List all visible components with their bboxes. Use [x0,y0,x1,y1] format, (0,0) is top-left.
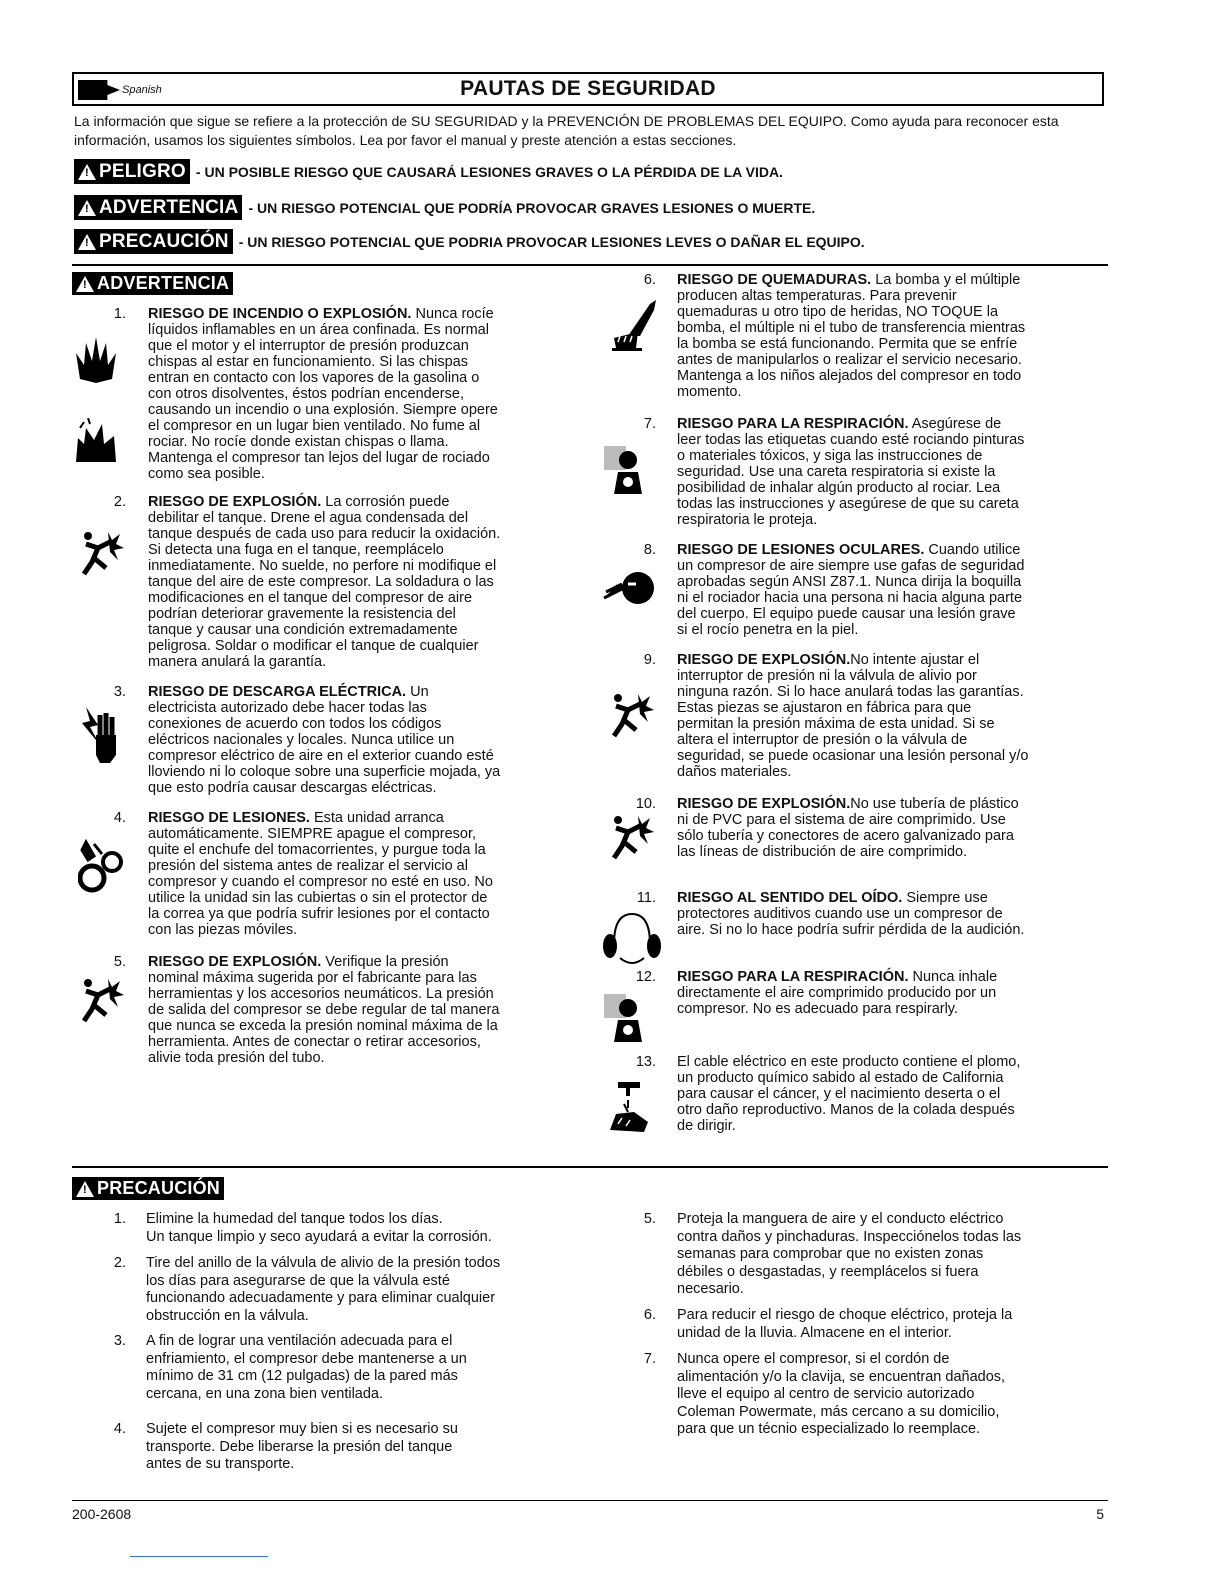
warning-item-line: entran en contacto con los vapores de la gasolina o [148,370,480,386]
warning-item-line: RIESGO AL SENTIDO DEL OÍDO. Siempre use [677,890,988,906]
hazard-title: RIESGO PARA LA RESPIRACIÓN. [677,416,909,432]
warning-item-line: posibilidad de inhalar algún producto al rociar. Lea [677,480,1001,496]
warning-item-number: 7. [643,416,656,432]
electric-shock-icon [76,705,120,765]
caution-section-badge: ! PRECAUCIÓN [72,1177,224,1200]
warning-triangle-icon [76,1181,94,1197]
warning-item-line: como sea posible. [148,466,265,482]
warning-item-line: antes de manipularlos o realizar el servicio necesario. [677,352,1022,368]
warning-item-line: todas las instrucciones y asegúrese de que su careta [677,496,1019,512]
hazard-title: RIESGO PARA LA RESPIRACIÓN. [677,969,909,985]
hazard-title: RIESGO AL SENTIDO DEL OÍDO. [677,890,903,906]
respirator-icon [604,446,654,498]
warning-item-line: la bomba se está funcionando. Permita que se enfríe [677,336,1018,352]
warning-item-line: si el rocío penetra en la piel. [677,622,859,638]
caution-item-line: Un tanque limpio y seco ayudará a evitar la corrosión. [146,1228,492,1245]
page-title: PAUTAS DE SEGURIDAD [460,77,716,100]
warning-item-line: protectores auditivos cuando use un compresor de [677,906,1003,922]
warning-item-line: Mantenga a los niños alejados del compresor en todo [677,368,1022,384]
warning-triangle-icon [76,276,94,292]
warning-item-line: respiratoria le proteja. [677,512,818,528]
warning-item-line: quite el enchufe del tomacorrientes, y purgue toda la [148,842,486,858]
warning-item-line: ni de PVC para el sistema de aire comprimido. Use [677,812,1006,828]
warning-triangle-icon [78,200,96,216]
warning-item-line: Si detecta una fuga en el tanque, reemplácelo [148,542,444,558]
warning-item-line: sólo tubería y conectores de acero galvanizado para [677,828,1014,844]
warning-item-number: 10. [635,796,656,812]
caution-item-number: 7. [643,1351,656,1367]
warning-item-line: ni el rociador hacia una persona ni hacia alguna parte [677,590,1023,606]
language-label: Spanish [122,84,162,96]
warning-item-line: RIESGO DE QUEMADURAS. La bomba y el múltiple [677,272,1021,288]
hazard-title: RIESGO DE INCENDIO O EXPLOSIÓN. [148,306,412,322]
warning-item-number: 4. [113,810,126,826]
hearing-protection-icon [600,910,664,968]
explosion-person-icon [78,975,124,1027]
caution-item-line: Nunca opere el compresor, si el cordón de [677,1351,950,1367]
warning-item-line: electricista autorizado debe hacer todas las [148,700,427,716]
warning-item-line: herramienta. Antes de conectar o retirar accesorios, [148,1034,481,1050]
fire-hazard-icon [74,335,118,385]
warning-item-line: compresor. No es adecuado para respirarly. [677,1001,959,1017]
warning-item-line: que el motor y el interruptor de presión produzcan [148,338,469,354]
caution-item-line: necesario. [677,1281,744,1297]
caution-item-number: 3. [113,1333,126,1349]
warning-item-line: RIESGO DE DESCARGA ELÉCTRICA. Un [148,684,429,700]
divider [72,1166,1108,1168]
caution-item-number: 2. [113,1255,126,1271]
caution-item-line: contra daños y pinchaduras. Inspecciónelos todas las [677,1228,1022,1245]
warning-item-line: momento. [677,384,742,400]
caution-signal-badge: ! PRECAUCIÓN [74,229,233,254]
warning-item-line: seguridad, se puede ocasionar una lesión personal y/o [677,748,1029,764]
section-header [72,72,1104,106]
warning-item-line: RIESGO DE EXPLOSIÓN. La corrosión puede [148,494,450,510]
warning-item-line: quemaduras u otro tipo de heridas, NO TOQUE la [677,304,999,320]
warning-triangle-icon [78,164,96,180]
moving-parts-icon [78,838,124,894]
caution-item-line: antes de su transporte. [146,1456,295,1472]
warning-item-line: tanque del aire de este compresor. La soldadura o las [148,574,494,590]
warning-item-line: daños materiales. [677,764,792,780]
warning-item-line: modificaciones en el tanque del compresor de aire [148,590,473,606]
warning-item-number: 1. [113,306,126,322]
caution-item-line: para que un técnio especializado lo reemplace. [677,1421,981,1437]
divider [72,264,1108,266]
caution-item-line: Para reducir el riesgo de choque eléctrico, proteja la [677,1307,1013,1323]
warning-item-line: la correa ya que podría sufrir lesiones por el contacto [148,906,490,922]
warning-item-line: utilice la unidad sin las cubiertas o sin el protector de [148,890,488,906]
warning-item-line: ninguna razón. Si lo hace anulará todas las garantías. [677,684,1024,700]
caution-item-line: Sujete el compresor muy bien si es necesario su [146,1421,458,1437]
warning-item-line: RIESGO PARA LA RESPIRACIÓN. Nunca inhale [677,969,998,985]
warning-item-line: permitan la presión máxima de esta unidad. Si se [677,716,995,732]
warning-item-line: que nunca se exceda la presión nominal máxima de la [148,1018,498,1034]
warning-item-number: 11. [636,890,656,906]
signal-row-caution [74,229,865,254]
warning-item-line: inmediatamente. No suelde, no perfore ni modifique el [148,558,497,574]
caution-item-line: cercana, en una zona bien ventilada. [146,1385,384,1402]
caution-item-line: semanas para comprobar que no existen zonas [677,1246,984,1262]
warning-item-line: el compresor en un lugar bien ventilado. No fume al [148,418,481,434]
warning-item-line: RIESGO DE EXPLOSIÓN.No intente ajustar el [677,652,980,668]
warning-item-line: RIESGO DE LESIONES. Esta unidad arranca [148,810,444,826]
warning-section-header [72,272,239,295]
explosion-person-icon [608,690,654,742]
warning-item-line: o materiales tóxicos, y siga las instrucciones de [677,448,983,464]
warning-item-line: compresor y cuando el compresor no esté en uso. No [148,874,493,890]
warning-item-line: alivie toda presión del tubo. [148,1050,325,1066]
warning-item-line: lloviendo ni lo coloque sobre una superficie mojada, ya [148,764,501,780]
caution-item-line: débiles o desgastadas, y reemplácelos si fuera [677,1263,979,1280]
warning-item-number: 9. [643,652,656,668]
caution-item-line: los días para asegurarse de que la válvula esté [146,1272,450,1289]
warning-item-line: RIESGO DE LESIONES OCULARES. Cuando utilice [677,542,1021,558]
caution-item-number: 6. [643,1307,656,1323]
footer-rule [72,1500,1108,1501]
warning-item-line: compresor eléctrico de aire en el exterior cuando esté [148,748,494,764]
signal-definition: - UN POSIBLE RIESGO QUE CAUSARÁ LESIONES GRAVES O LA PÉRDIDA DE LA VIDA. [195,163,783,180]
explosion-hazard-icon [74,418,118,464]
warning-item-number: 13. [635,1054,656,1070]
hazard-title: RIESGO DE EXPLOSIÓN. [148,954,322,970]
danger-signal-badge: ! PELIGRO [74,159,190,184]
warning-item-line: presión del sistema antes de realizar el servicio al [148,858,468,874]
warning-item-line: las líneas de distribución de aire comprimido. [677,844,968,860]
warning-item-line: leer todas las etiquetas cuando esté rociando pinturas [677,432,1025,448]
caution-item-number: 5. [643,1211,656,1227]
intro-paragraph: La información que sigue se refiere a la protección de SU SEGURIDAD y la PREVENCIÓN DE PROBLEMAS DEL EQUIPO. Como ayuda para reconocer esta información, usamos los siguientes símbolos. Lea por favor el manual y preste atención a estas secciones. [74,113,1059,148]
warning-item-line: tanque después de cada uso para reducir la oxidación. [148,526,501,542]
warning-item-number: 8. [643,542,656,558]
burn-hand-icon [610,296,668,352]
warning-item-line: de dirigir. [677,1118,736,1134]
warning-item-line: que esto podría causar descargas eléctricas. [148,780,437,796]
signal-row-danger [74,159,783,184]
warning-item-line: manera anulará la garantía. [148,654,327,670]
warning-item-line: automáticamente. SIEMPRE apague el compresor, [148,826,477,842]
warning-item-number: 3. [113,684,126,700]
caution-item-line: Tire del anillo de la válvula de alivio de la presión todos [146,1255,501,1271]
warning-item-line: chispas al estar en funcionamiento. Si las chispas [148,354,468,370]
caution-item-line: obstrucción en la válvula. [146,1307,309,1324]
hazard-title: RIESGO DE EXPLOSIÓN. [677,796,851,812]
warning-item-line: de salida del compresor se debe regular de tal manera [148,1002,500,1018]
hazard-title: RIESGO DE QUEMADURAS. [677,272,872,288]
caution-item-line: Proteja la manguera de aire y el conducto eléctrico [677,1211,1004,1227]
scan-artifact-line [130,1556,268,1557]
warning-item-line: con otros disolventes, éstos podrían encenderse, [148,386,464,402]
signal-row-warning [74,195,815,220]
warning-item-line: RIESGO DE EXPLOSIÓN.No use tubería de plástico [677,796,1019,812]
warning-signal-badge: ! ADVERTENCIA [74,195,242,220]
warning-item-line: peligrosa. Soldar o modificar el tanque de cualquier [148,638,479,654]
warning-item-line: interruptor de presión ni la válvula de alivio por [677,668,977,684]
caution-item-line: unidad de la lluvia. Almacene en el interior. [677,1324,952,1341]
hazard-title: RIESGO DE EXPLOSIÓN. [677,652,851,668]
warning-item-number: 5. [113,954,126,970]
warning-item-line: otro daño reproductivo. Manos de la colada después [677,1102,1015,1118]
caution-item-line: mínimo de 31 cm (12 pulgadas) de la pared más [146,1368,458,1384]
warning-item-line: El cable eléctrico en este producto contiene el plomo, [677,1054,1021,1070]
warning-item-line: RIESGO DE EXPLOSIÓN. Verifique la presión [148,954,449,970]
hazard-title: RIESGO DE EXPLOSIÓN. [148,494,322,510]
warning-item-line: rociar. No rocíe donde existan chispas o llama. [148,434,449,450]
warning-item-line: podrían deteriorar gravemente la resistencia del [148,606,456,622]
caution-item-line: Coleman Powermate, más cercano a su domicilio, [677,1403,1000,1420]
warning-item-line: herramientas y los accesorios neumáticos. La presión [148,986,494,1002]
caution-item-line: A fin de lograr una ventilación adecuada para el [146,1333,453,1349]
warning-item-line: debilitar el tanque. Drene el agua condensada del [148,510,469,526]
warning-item-line: un producto químico sabido al estado de California [677,1070,1004,1086]
warning-item-line: eléctricos nacionales y locales. Nunca utilice un [148,732,455,748]
explosion-person-icon [608,812,654,864]
hand-washing-icon [608,1078,654,1134]
warning-item-line: del cuerpo. El equipo puede causar una lesión grave [677,606,1016,622]
warning-item-line: nominal máxima sugerida por el fabricante para las [148,970,477,986]
warning-section-badge: ! ADVERTENCIA [72,272,233,295]
caution-item-line: transporte. Debe liberarse la presión del tanque [146,1438,453,1455]
warning-item-line: Mantenga el compresor tan lejos del lugar de rociado [148,450,490,466]
caution-item-number: 4. [113,1421,126,1437]
warning-item-line: directamente el aire comprimido producido por un [677,985,997,1001]
caution-item-line: enfriamiento, el compresor debe mantenerse a un [146,1350,467,1367]
caution-item-line: lleve el equipo al centro de servicio autorizado [677,1386,975,1402]
warning-item-line: tanque y causar una condición extremadamente [148,622,458,638]
caution-section-header [72,1177,230,1200]
document-number: 200-2608 [72,1506,132,1522]
warning-item-line: aire. Si no lo hace podría sufrir pérdida de la audición. [677,922,1025,938]
caution-item-line: alimentación y/o la clavija, se encuentran dañados, [677,1368,1006,1385]
warning-item-line: altera el interruptor de presión o la válvula de [677,732,968,748]
warning-item-line: Estas piezas se ajustaron en fábrica para que [677,700,972,716]
hazard-title: RIESGO DE DESCARGA ELÉCTRICA. [148,684,407,700]
caution-item-line: Elimine la humedad del tanque todos los días. [146,1211,443,1227]
caution-item-line: funcionando adecuadamente y para eliminar cualquier [146,1290,496,1306]
warning-item-number: 6. [643,272,656,288]
warning-item-line: aprobadas según ANSI Z87.1. Nunca dirija la boquilla [677,574,1022,590]
caution-item-number: 1. [113,1211,126,1227]
warning-item-line: bomba, el múltiple ni el tubo de transferencia mientras [677,320,1026,336]
explosion-person-icon [78,528,124,580]
warning-item-number: 12. [635,969,656,985]
warning-triangle-icon [78,234,96,250]
signal-definition: - UN RIESGO POTENCIAL QUE PODRIA PROVOCAR LESIONES LEVES O DAÑAR EL EQUIPO. [238,233,865,250]
warning-item-line: líquidos inflamables en un área confinada. Es normal [148,322,489,338]
warning-item-line: RIESGO DE INCENDIO O EXPLOSIÓN. Nunca rocíe [148,306,494,322]
hazard-title: RIESGO DE LESIONES OCULARES. [677,542,925,558]
warning-item-line: causando un incendio o una explosión. Siempre opere [148,402,498,418]
warning-item-line: con las piezas móviles. [148,922,298,938]
eye-injury-icon [602,570,654,606]
warning-item-line: producen altas temperaturas. Para prevenir [677,288,957,304]
warning-item-line: para causar el cáncer, y el nacimiento deserta o el [677,1086,1001,1102]
signal-definition: - UN RIESGO POTENCIAL QUE PODRÍA PROVOCAR GRAVES LESIONES O MUERTE. [248,199,816,216]
warning-item-number: 2. [113,494,126,510]
hazard-title: RIESGO DE LESIONES. [148,810,310,826]
warning-item-line: conexiones de acuerdo con todos los códigos [148,716,442,732]
respirator-icon [604,994,654,1046]
warning-item-line: RIESGO PARA LA RESPIRACIÓN. Asegúrese de [677,416,1002,432]
page-number: 5 [1096,1506,1104,1522]
warning-item-line: un compresor de aire siempre use gafas de seguridad [677,558,1025,574]
warning-item-line: seguridad. Use una careta respiratoria si existe la [677,464,996,480]
